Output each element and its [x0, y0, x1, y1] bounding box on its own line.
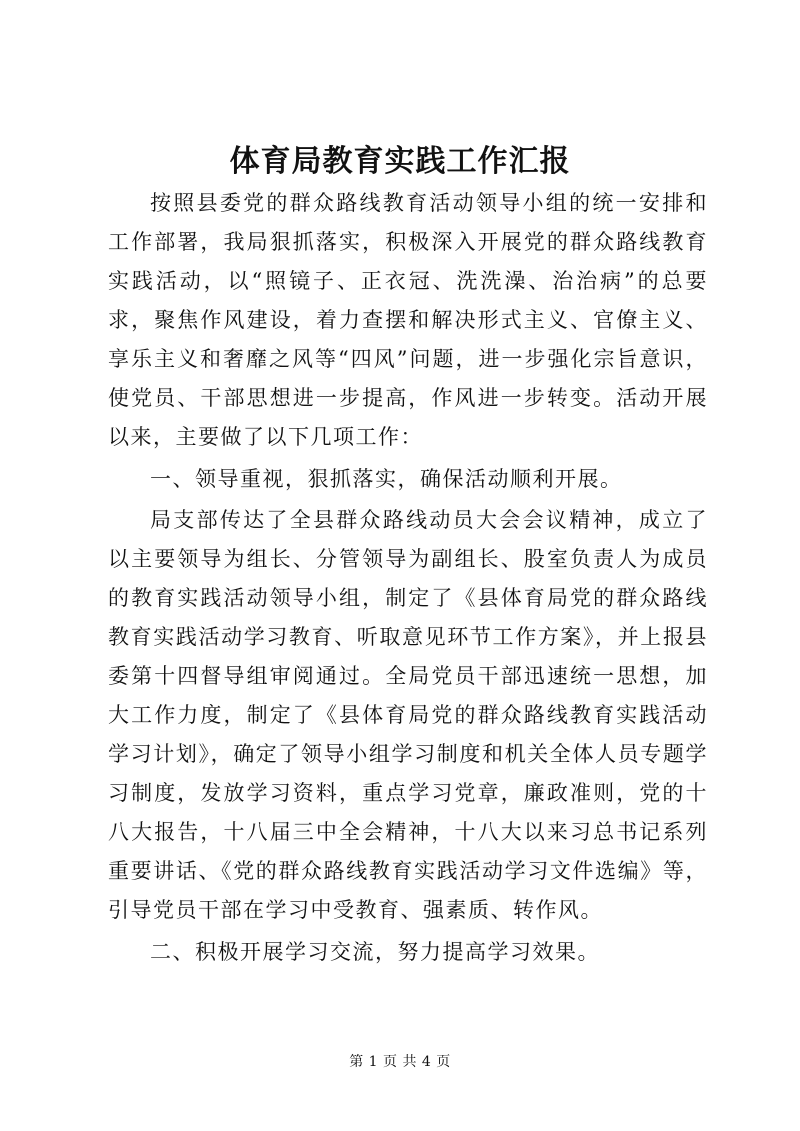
document-body [108, 184, 708, 974]
document-title: 体育局教育实践工作汇报 [229, 144, 571, 179]
section-heading-2: 二、积极开展学习交流，努力提高学习效果。 [150, 940, 600, 964]
intro-paragraph: 按照县委党的群众路线教育活动领导小组的统一安排和工作部署，我局狠抓落实，积极深入开展党的群众路线教育实践活动，以“照镜子、正衣冠、洗洗澡、治治病”的总要求，聚焦作风建设，着力查摆和解决形式主义、官僚主义、享乐主义和奢靡之风等“四风”问题，进一步强化宗旨意识，使党员、干部思想进一步提高，作风进一步转变。活动开展以来，主要做了以下几项工作： [108, 191, 708, 449]
page-footer: 第 1 页 共 4 页 [349, 1054, 451, 1070]
section-1-paragraph: 局支部传达了全县群众路线动员大会会议精神，成立了以主要领导为组长、分管领导为副组长、股室负责人为成员的教育实践活动领导小组，制定了《县体育局党的群众路线教育实践活动学习教育、听取意见环节工作方案》，并上报县委第十四督导组审阅通过。全局党员干部迅速统一思想，加大工作力度，制定了《县体育局党的群众路线教育实践活动学习计划》，确定了领导小组学习制度和机关全体人员专题学习制度，发放学习资料，重点学习党章，廉政准则，党的十八大报告，十八届三中全会精神，十八大以来习总书记系列重要讲话、《党的群众路线教育实践活动学习文件选编》等，引导党员干部在学习中受教育、强素质、转作风。 [108, 508, 708, 922]
section-heading-1: 一、领导重视，狠抓落实，确保活动顺利开展。 [150, 467, 623, 491]
